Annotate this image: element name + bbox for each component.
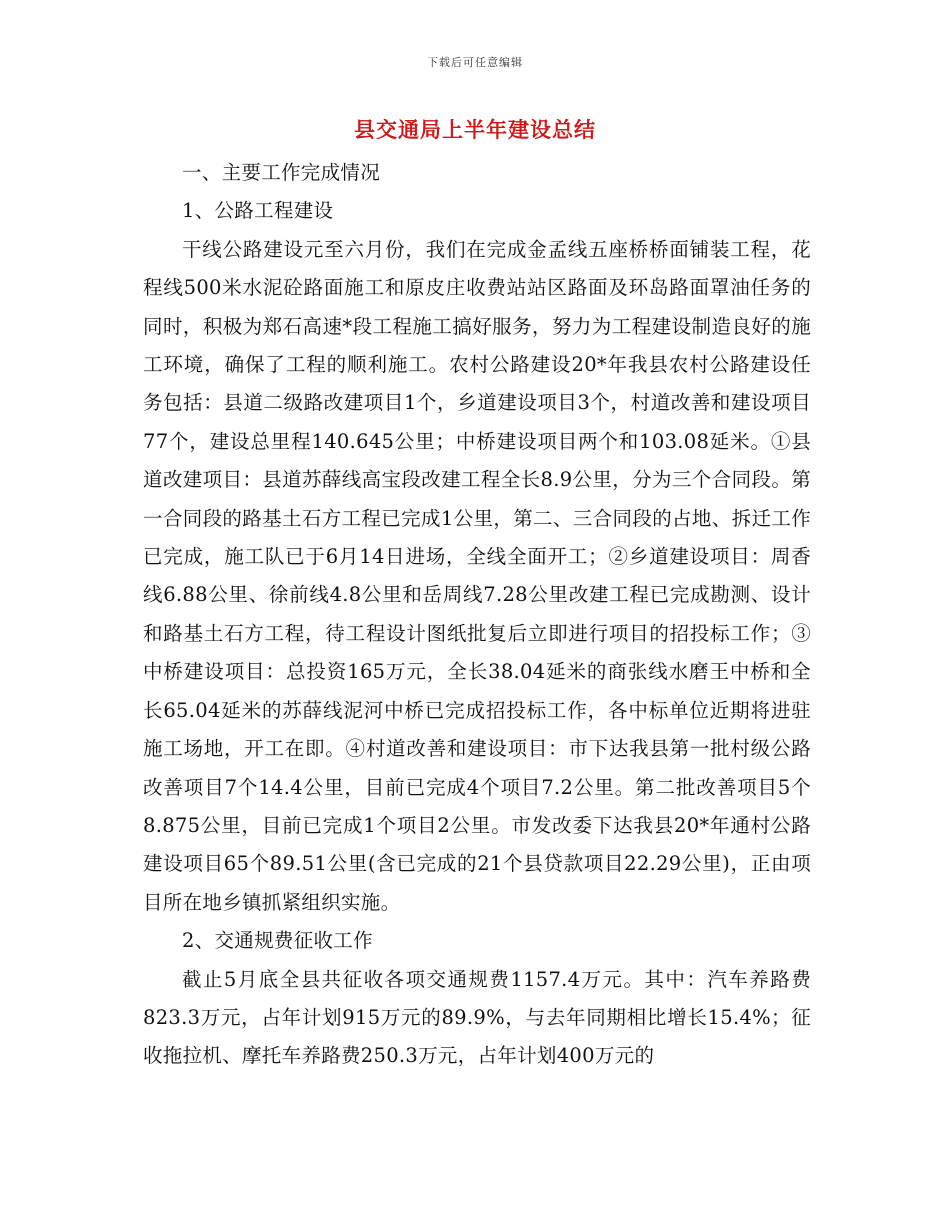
body-paragraph: 干线公路建设元至六月份，我们在完成金孟线五座桥桥面铺装工程，花程线500米水泥砼路面施工和原皮庄收费站站区路面及环岛路面罩油任务的同时，积极为郑石高速*段工程施工搞好服务，努力为工程建设制造良好的施工环境，确保了工程的顺利施工。农村公路建设20*年我县农村公路建设任务包括：县道二级路改建项目1个，乡道建设项目3个，村道改善和建设项目77个，建设总里程140.645公里；中桥建设项目两个和103.08延米。①县道改建项目：县道苏薛线高宝段改建工程全长8.9公里，分为三个合同段。第一合同段的路基土石方工程已完成1公里，第二、三合同段的占地、拆迁工作已完成，施工队已于6月14日进场，全线全面开工；②乡道建设项目：周香线6.88公里、徐前线4.8公里和岳周线7.28公里改建工程已完成勘测、设计和路基土石方工程，待工程设计图纸批复后立即进行项目的招投标工作；③中桥建设项目：总投资165万元，全长38.04延米的商张线水磨王中桥和全长65.04延米的苏薛线泥河中桥已完成招投标工作，各中标单位近期将进驻施工场地，开工在即。④村道改善和建设项目：市下达我县第一批村级公路改善项目7个14.4公里，目前已完成4个项目7.2公里。第二批改善项目5个8.875公里，目前已完成1个项目2公里。市发改委下达我县20*年通村公路建设项目65个89.51公里(含已完成的21个县贷款项目22.29公里)，正由项目所在地乡镇抓紧组织实施。 [143, 237, 811, 914]
subsection-heading: 2、交通规费征收工作 [182, 929, 373, 953]
header-note: 下载后可任意编辑 [427, 56, 523, 69]
document-title: 县交通局上半年建设总结 [354, 117, 596, 142]
body-paragraph: 截止5月底全县共征收各项交通规费1157.4万元。其中：汽车养路费823.3万元，占年计划915万元的89.9%，与去年同期相比增长15.4%；征收拖拉机、摩托车养路费250.3万元，占年计划400万元的 [143, 967, 811, 1068]
document-body [143, 154, 811, 1076]
subsection-heading: 1、公路工程建设 [182, 199, 334, 223]
section-heading: 一、主要工作完成情况 [182, 161, 381, 184]
